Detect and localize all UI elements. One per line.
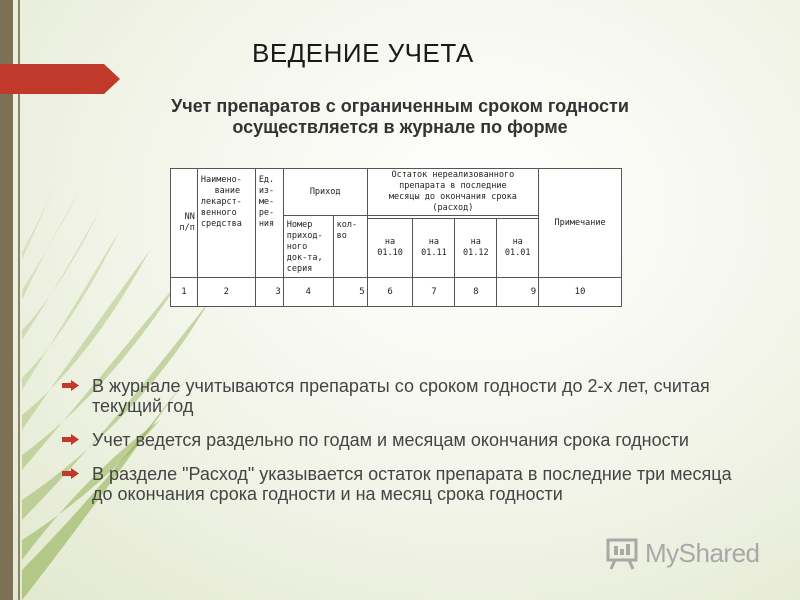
col-header-prihod: Приход xyxy=(283,169,367,216)
cell-line: п/п xyxy=(179,223,195,233)
list-item xyxy=(60,464,750,504)
watermark-logo xyxy=(605,536,760,570)
cell-line: ре- xyxy=(258,208,275,218)
slide-subtitle xyxy=(80,96,720,138)
cell-line: док-та, xyxy=(286,253,323,263)
column-number: 10 xyxy=(539,278,622,307)
bullet-text: В разделе "Расход" указывается остаток препарата в последние три месяца до окончания срока годности и на месяц срока годности xyxy=(92,464,732,504)
watermark-text: MyShared xyxy=(645,537,760,568)
column-number: 7 xyxy=(413,278,455,307)
cell-line: 01.11 xyxy=(421,248,447,258)
bullet-list xyxy=(60,376,750,518)
cell-line: венного xyxy=(200,208,237,218)
cell-line: вание xyxy=(214,186,241,196)
cell-line: Остаток нереализованного xyxy=(391,170,515,180)
col-header-unit xyxy=(255,169,283,278)
cell-line: Номер xyxy=(286,220,313,230)
cell-line: кол- xyxy=(336,220,358,230)
column-number: 1 xyxy=(171,278,198,307)
cell-line: на xyxy=(470,237,481,247)
column-number: 8 xyxy=(455,278,497,307)
cell-line: ния xyxy=(258,219,275,229)
col-header-doc xyxy=(283,216,333,278)
journal-form-table xyxy=(170,168,622,307)
cell-line: серия xyxy=(286,264,313,274)
cell-line: во xyxy=(336,231,347,241)
cell-line: лекарст- xyxy=(200,197,242,207)
accent-arrow-tab xyxy=(0,64,120,94)
col-header-month xyxy=(455,219,497,278)
cell-line: на xyxy=(512,237,523,247)
cell-line: препарата в последние xyxy=(399,181,507,191)
col-header-month xyxy=(367,219,413,278)
cell-line: Ед. xyxy=(258,175,275,185)
col-header-month xyxy=(413,219,455,278)
col-header-name xyxy=(197,169,255,278)
arrow-bullet-icon xyxy=(62,468,79,479)
col-header-qty xyxy=(333,216,367,278)
cell-line: 01.01 xyxy=(504,248,531,258)
cell-line: из- xyxy=(258,186,275,196)
bullet-text: Учет ведется раздельно по годам и месяцам окончания срока годности xyxy=(92,430,689,450)
cell-line: 01.12 xyxy=(463,248,489,258)
col-header-note: Примечание xyxy=(539,169,622,278)
slide-title: ВЕДЕНИЕ УЧЕТА xyxy=(252,38,474,68)
subtitle-line: Учет препаратов с ограниченным сроком годности xyxy=(171,96,629,116)
cell-line: на xyxy=(428,237,440,247)
column-number: 9 xyxy=(497,278,539,307)
col-header-ostatok xyxy=(367,169,539,216)
cell-line: приход- xyxy=(286,231,323,241)
col-header-nn xyxy=(171,169,198,278)
column-number: 5 xyxy=(333,278,367,307)
cell-line: ме- xyxy=(258,197,275,207)
cell-line: (расход) xyxy=(432,203,474,213)
column-number: 3 xyxy=(255,278,283,307)
column-number: 6 xyxy=(367,278,413,307)
cell-line: месяцы до окончания срока xyxy=(388,192,517,202)
table-row xyxy=(171,278,622,307)
bullet-text: В журнале учитываются препараты со сроком годности до 2-х лет, считая текущий год xyxy=(92,376,710,416)
list-item xyxy=(60,376,750,416)
arrow-bullet-icon xyxy=(62,380,79,391)
col-header-month xyxy=(497,219,539,278)
cell-line: средства xyxy=(200,219,242,229)
cell-line: ного xyxy=(286,242,308,252)
presentation-board-icon xyxy=(605,536,639,570)
subtitle-line: осуществляется в журнале по форме xyxy=(232,117,568,137)
cell-line: на xyxy=(384,237,396,247)
column-number: 4 xyxy=(283,278,333,307)
list-item xyxy=(60,430,750,450)
cell-line: 01.10 xyxy=(377,248,403,258)
cell-line: Наимено- xyxy=(200,175,242,185)
cell-line: NN xyxy=(184,212,195,222)
arrow-bullet-icon xyxy=(62,434,79,445)
column-number: 2 xyxy=(197,278,255,307)
